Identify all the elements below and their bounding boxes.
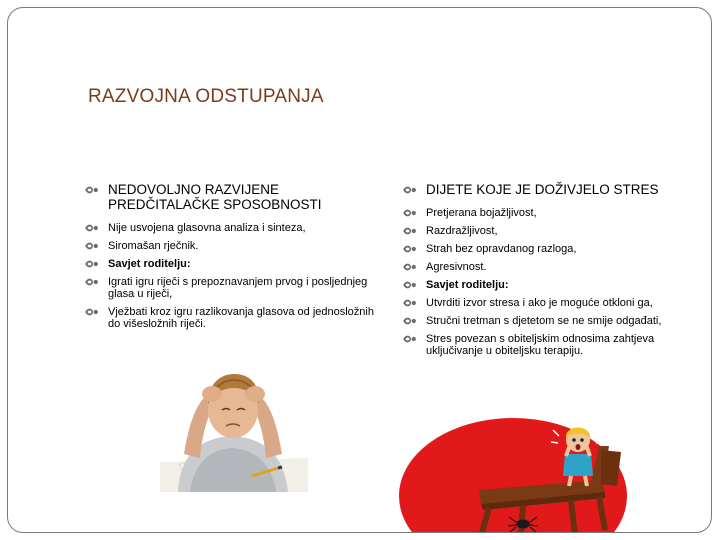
list-item bbox=[84, 276, 384, 300]
fleuron-bullet-icon bbox=[84, 259, 99, 269]
list-item-text: Pretjerana bojažljivost, bbox=[426, 207, 537, 219]
left-heading bbox=[84, 182, 384, 212]
list-item-text: Stručni tretman s djetetom se ne smije odgađati, bbox=[426, 315, 662, 327]
list-item bbox=[402, 261, 702, 273]
fleuron-bullet-icon bbox=[84, 223, 99, 233]
scared-child-illustration bbox=[395, 412, 641, 533]
list-item-text: Savjet roditelju: bbox=[426, 279, 509, 291]
list-item-text: Igrati igru riječi s prepoznavanjem prvog i posljednjeg glasa u riječi, bbox=[108, 276, 368, 300]
list-item-text: Siromašan rječnik. bbox=[108, 240, 199, 252]
fleuron-bullet-icon bbox=[402, 298, 417, 308]
list-item-advice bbox=[402, 279, 702, 291]
fleuron-bullet-icon bbox=[402, 226, 417, 236]
list-item bbox=[402, 243, 702, 255]
list-item bbox=[402, 207, 702, 219]
list-item-text: Razdražljivost, bbox=[426, 225, 498, 237]
fleuron-bullet-icon bbox=[402, 244, 417, 254]
left-heading-text: NEDOVOLJNO RAZVIJENE PREDČITALAČKE SPOSOBNOSTI bbox=[108, 182, 322, 212]
list-item-text: Agresivnost. bbox=[426, 261, 487, 273]
fleuron-bullet-icon bbox=[84, 241, 99, 251]
list-item-text: Utvrditi izvor stresa i ako je moguće otkloni ga, bbox=[426, 297, 653, 309]
list-item-text: Vježbati kroz igru razlikovanja glasova od jednosložnih do višesložnih riječi. bbox=[108, 306, 374, 330]
fleuron-bullet-icon bbox=[402, 262, 417, 272]
list-item-text: Savjet roditelju: bbox=[108, 258, 191, 270]
slide bbox=[7, 7, 712, 533]
left-column bbox=[84, 182, 384, 330]
list-item-text: Nije usvojena glasovna analiza i sinteza, bbox=[108, 222, 306, 234]
list-item bbox=[84, 222, 384, 234]
right-heading-text: DIJETE KOJE JE DOŽIVJELO STRES bbox=[426, 182, 659, 197]
list-item-text: Stres povezan s obiteljskim odnosima zahtjeva uključivanje u obiteljsku terapiju. bbox=[426, 333, 655, 357]
list-item bbox=[402, 315, 702, 327]
list-item bbox=[84, 306, 384, 330]
list-item bbox=[402, 297, 702, 309]
list-item bbox=[402, 333, 702, 357]
fleuron-bullet-icon bbox=[402, 280, 417, 290]
fleuron-bullet-icon bbox=[84, 277, 99, 287]
frustrated-child-picture bbox=[160, 364, 308, 492]
fleuron-bullet-icon bbox=[402, 316, 417, 326]
right-column bbox=[402, 182, 702, 357]
list-item-text: Strah bez opravdanog razloga, bbox=[426, 243, 577, 255]
list-item bbox=[402, 225, 702, 237]
fleuron-bullet-icon bbox=[84, 185, 99, 195]
fleuron-bullet-icon bbox=[402, 208, 417, 218]
list-item bbox=[84, 240, 384, 252]
list-item-advice bbox=[84, 258, 384, 270]
slide-title: RAZVOJNA ODSTUPANJA bbox=[88, 86, 324, 107]
fleuron-bullet-icon bbox=[402, 334, 417, 344]
right-heading bbox=[402, 182, 702, 197]
fleuron-bullet-icon bbox=[84, 307, 99, 317]
fleuron-bullet-icon bbox=[402, 185, 417, 195]
